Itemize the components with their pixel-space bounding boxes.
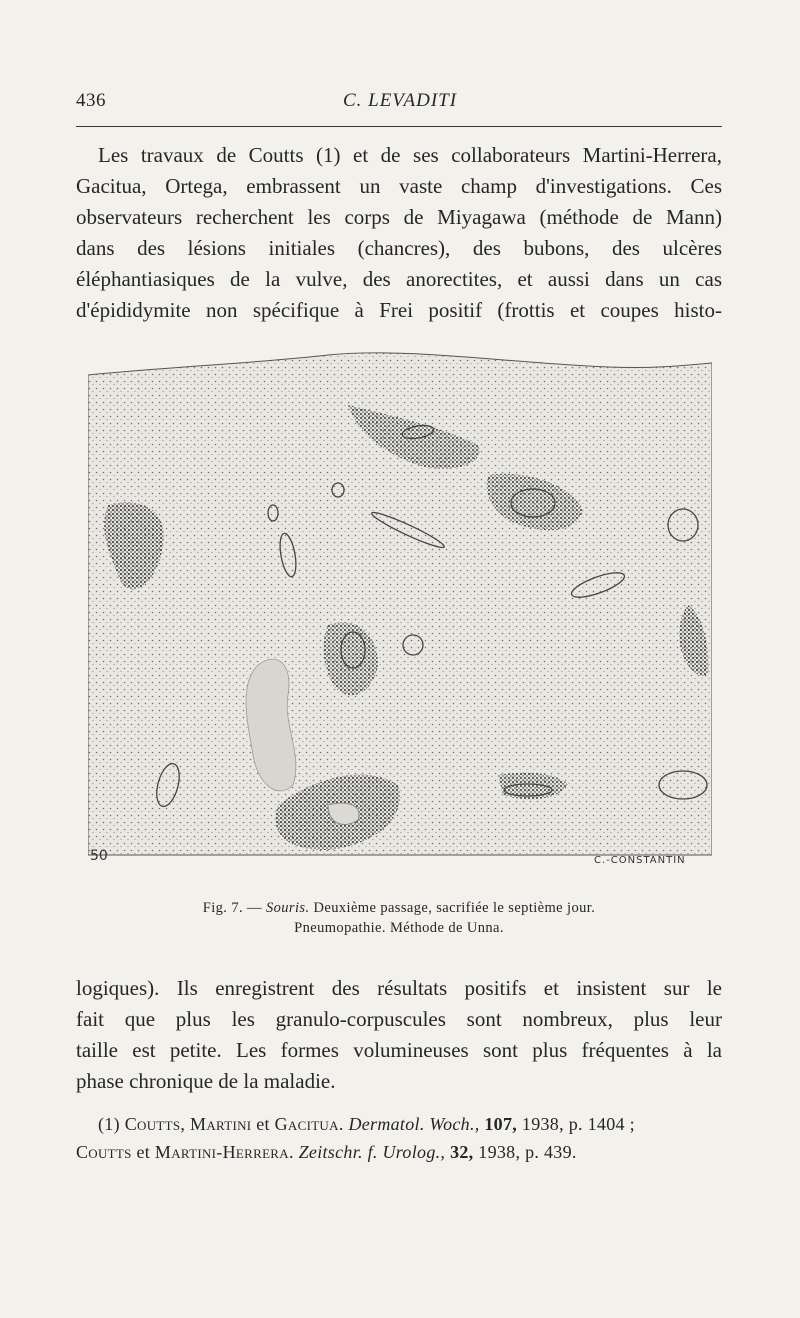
text-line: dans des lésions initiales (chancres), des bubons, des ulcères xyxy=(76,236,722,260)
footnote-line xyxy=(76,1138,722,1166)
caption-label: Fig. 7. — xyxy=(202,900,262,916)
caption-text: Deuxième passage, sacrifiée le septième jour. xyxy=(313,900,596,916)
figure-scale-label: 50 xyxy=(90,848,108,864)
footnote-line xyxy=(76,1110,722,1138)
paragraph-bottom xyxy=(76,973,722,1097)
text-line: observateurs recherchent les corps de Miyagawa (méthode de Mann) xyxy=(76,205,722,229)
page-number: 436 xyxy=(76,90,106,111)
text-line: Gacitua, Ortega, embrassent un vaste champ d'investigations. Ces xyxy=(76,174,722,198)
text-line: logiques). Ils enregistrent des résultats positifs et insistent sur le xyxy=(76,976,722,1000)
footnote-conj: et xyxy=(136,1142,151,1162)
footnote-volume: 32, xyxy=(450,1142,474,1162)
caption-species: Souris. xyxy=(265,900,310,916)
text-line: fait que plus les granulo-corpuscules sont nombreux, plus leur xyxy=(76,1007,722,1031)
footnote-details: 1938, p. 439. xyxy=(478,1142,577,1162)
footnote-journal: Dermatol. Woch., xyxy=(348,1114,480,1134)
footnote-volume: 107, xyxy=(484,1114,518,1134)
histology-illustration xyxy=(88,345,712,875)
text-line: d'épididymite non spécifique à Frei positif (frottis et coupes histo- xyxy=(76,298,722,322)
footnote-author: Gacitua. xyxy=(274,1114,344,1134)
caption-text: Pneumopathie. Méthode de Unna. xyxy=(294,920,504,936)
header-rule xyxy=(76,126,722,127)
footnote-author: Martini xyxy=(190,1114,252,1134)
footnote xyxy=(76,1110,722,1166)
text-line: taille est petite. Les formes volumineuses sont plus fréquentes à la xyxy=(76,1038,722,1062)
running-head: C. LEVADITI xyxy=(342,90,458,111)
text-line: éléphantiasiques de la vulve, des anorectites, et aussi dans un cas xyxy=(76,267,722,291)
figure-caption xyxy=(76,898,722,938)
footnote-marker: (1) xyxy=(98,1114,120,1134)
histology-figure xyxy=(88,345,712,875)
text-line: Les travaux de Coutts (1) et de ses collaborateurs Martini-Herrera, xyxy=(98,143,722,167)
footnote-details: 1938, p. 1404 ; xyxy=(521,1114,635,1134)
footnote-author: Coutts, xyxy=(124,1114,186,1134)
footnote-author: Coutts xyxy=(76,1142,132,1162)
text-line: phase chronique de la maladie. xyxy=(76,1069,336,1093)
artist-signature: C.-CONSTANTIN xyxy=(594,855,686,866)
footnote-author: Martini-Herrera. xyxy=(154,1142,294,1162)
footnote-conj: et xyxy=(256,1114,270,1134)
footnote-journal: Zeitschr. f. Urolog., xyxy=(298,1142,446,1162)
paragraph-top xyxy=(76,140,722,326)
